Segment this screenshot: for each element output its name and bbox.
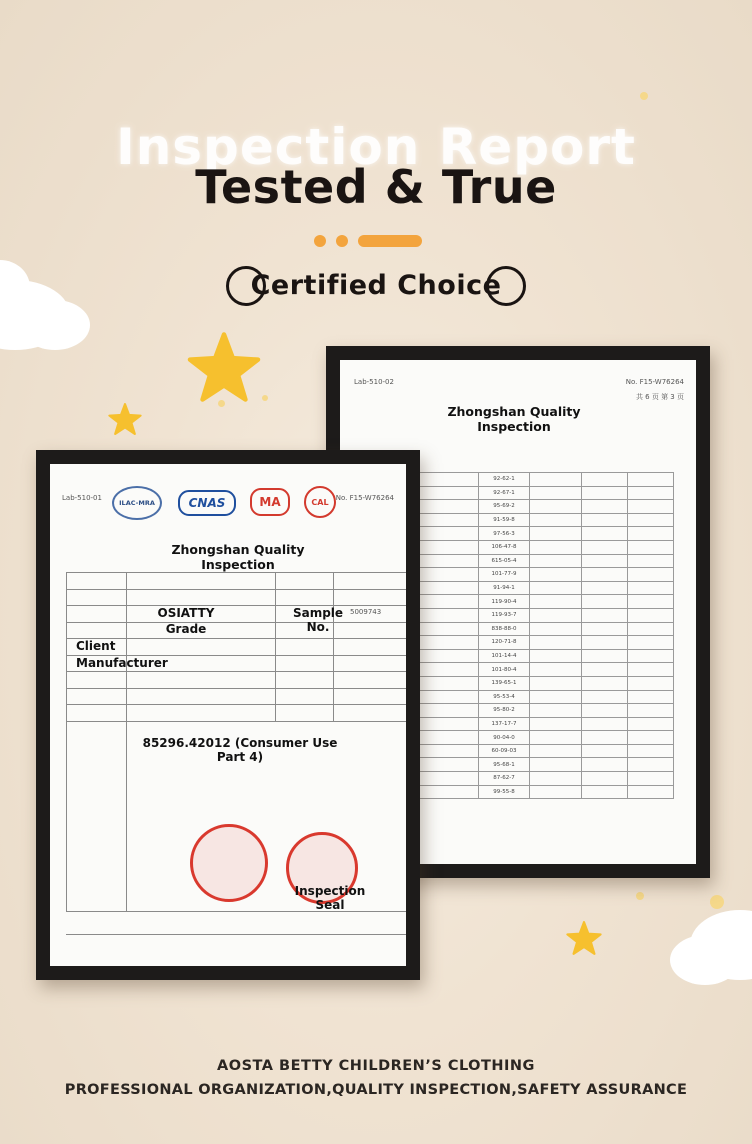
sparkle-dot (640, 92, 648, 100)
table-row (67, 705, 407, 722)
table-cell (628, 622, 674, 636)
front-report-frame (36, 450, 420, 980)
manufacturer-label: Manufacturer (76, 656, 168, 670)
table-cell (628, 473, 674, 487)
table-cell (530, 690, 582, 704)
table-cell (628, 704, 674, 718)
table-cell (276, 672, 334, 689)
table-cell (530, 772, 582, 786)
cloud-icon (20, 300, 90, 350)
table-cell (582, 785, 628, 799)
table-cell: 119-90-4 (478, 595, 530, 609)
brand-label: OSIATTY (157, 606, 215, 620)
sample-no-label: Sample No. (292, 606, 344, 634)
table-cell: 101-77-9 (478, 568, 530, 582)
table-cell (126, 672, 276, 689)
table-cell (628, 500, 674, 514)
table-cell (582, 513, 628, 527)
table-cell (126, 639, 276, 656)
table-cell (530, 758, 582, 772)
table-cell (628, 758, 674, 772)
logo-cal: CAL (304, 486, 336, 518)
table-cell (582, 663, 628, 677)
table-cell: 139-65-1 (478, 676, 530, 690)
table-cell (582, 676, 628, 690)
table-cell (628, 568, 674, 582)
table-cell (530, 473, 582, 487)
table-cell (582, 622, 628, 636)
table-cell (530, 500, 582, 514)
table-cell (582, 500, 628, 514)
table-cell (530, 513, 582, 527)
table-cell (530, 676, 582, 690)
front-report-title: Zhongshan Quality Inspection (171, 542, 305, 572)
table-cell (582, 486, 628, 500)
table-cell (530, 717, 582, 731)
cloud-icon (670, 935, 740, 985)
table-cell (628, 731, 674, 745)
table-cell (334, 672, 406, 689)
table-cell (334, 688, 406, 705)
table-cell (582, 554, 628, 568)
table-cell (67, 573, 127, 590)
back-report-title: Zhongshan Quality Inspection (447, 404, 581, 434)
table-cell (582, 772, 628, 786)
table-cell (67, 606, 127, 623)
table-cell: 101-80-4 (478, 663, 530, 677)
table-cell: 99-55-8 (478, 785, 530, 799)
table-cell: 91-59-8 (478, 513, 530, 527)
certified-badge (226, 266, 526, 306)
table-cell: 87-62-7 (478, 772, 530, 786)
table-row (67, 622, 407, 639)
table-cell (126, 589, 276, 606)
table-cell (582, 704, 628, 718)
table-cell: 137-17-7 (478, 717, 530, 731)
table-cell (530, 486, 582, 500)
table-cell: 91-94-1 (478, 581, 530, 595)
table-cell (582, 636, 628, 650)
table-cell: 97-56-3 (478, 527, 530, 541)
table-cell (628, 772, 674, 786)
table-row (67, 589, 407, 606)
star-icon (186, 330, 262, 404)
table-cell: 90-04-0 (478, 731, 530, 745)
client-label: Client (76, 639, 116, 653)
table-cell (628, 649, 674, 663)
table-cell (582, 595, 628, 609)
table-cell (334, 705, 406, 722)
table-cell (582, 717, 628, 731)
table-cell (67, 672, 127, 689)
table-cell: 95-53-4 (478, 690, 530, 704)
table-cell (582, 744, 628, 758)
table-cell (67, 705, 127, 722)
table-cell (530, 540, 582, 554)
table-cell (530, 704, 582, 718)
table-cell (276, 639, 334, 656)
ghost-title: Inspection Report (116, 118, 636, 176)
table-cell (582, 608, 628, 622)
table-cell (628, 636, 674, 650)
table-cell (276, 655, 334, 672)
table-cell (628, 744, 674, 758)
table-cell (126, 688, 276, 705)
logo-ilac: ILAC-MRA (112, 486, 162, 520)
table-cell (334, 639, 406, 656)
inspection-seal (190, 824, 268, 902)
star-icon (108, 402, 142, 436)
table-cell (530, 622, 582, 636)
front-report-no: No. F15-W76264 (335, 494, 394, 502)
table-cell (530, 527, 582, 541)
table-cell (530, 608, 582, 622)
certified-label: Certified Choice (250, 270, 502, 301)
front-lab-no: Lab-510-01 (62, 494, 102, 502)
table-cell (67, 721, 127, 911)
table-cell: 838-88-0 (478, 622, 530, 636)
table-cell (582, 758, 628, 772)
logo-cnas: CNAS (178, 490, 236, 516)
standard-label: 85296.42012 (Consumer Use Part 4) (142, 736, 338, 764)
sparkle-dot (710, 895, 724, 909)
table-cell (276, 688, 334, 705)
back-page-info: 共 6 页 第 3 页 (635, 393, 684, 401)
brand-footer: AOSTA BETTY CHILDREN’S CLOTHING (217, 1058, 535, 1074)
sparkle-dot (636, 892, 644, 900)
table-cell (582, 473, 628, 487)
table-cell (530, 595, 582, 609)
tagline-footer: PROFESSIONAL ORGANIZATION,QUALITY INSPECTION,SAFETY ASSURANCE (64, 1082, 688, 1098)
sample-no-value: 5009743 (350, 608, 382, 616)
table-cell (530, 581, 582, 595)
table-cell (628, 527, 674, 541)
table-row (67, 573, 407, 590)
page-title: Tested & True (195, 160, 557, 214)
table-cell (628, 513, 674, 527)
table-cell (582, 581, 628, 595)
signature-row (66, 934, 406, 935)
table-cell (628, 676, 674, 690)
grade-label: Grade (165, 622, 207, 636)
seal-label: Inspection Seal (294, 884, 366, 912)
table-cell (628, 581, 674, 595)
logo-ma: MA (250, 488, 290, 516)
table-row (67, 688, 407, 705)
accent-dots (314, 235, 424, 247)
table-cell: 119-93-7 (478, 608, 530, 622)
table-cell: 101-14-4 (478, 649, 530, 663)
table-cell (126, 705, 276, 722)
table-cell: 95-68-1 (478, 758, 530, 772)
table-cell (582, 568, 628, 582)
table-cell (582, 690, 628, 704)
table-cell (530, 554, 582, 568)
table-cell (628, 690, 674, 704)
front-report-paper (50, 464, 406, 966)
table-cell (582, 527, 628, 541)
table-cell (628, 663, 674, 677)
table-cell: 60-09-03 (478, 744, 530, 758)
table-cell (628, 595, 674, 609)
table-cell (334, 573, 406, 590)
table-cell (530, 744, 582, 758)
sparkle-dot (262, 395, 268, 401)
table-cell (276, 573, 334, 590)
table-cell (530, 636, 582, 650)
table-cell (334, 589, 406, 606)
table-cell (530, 568, 582, 582)
table-cell: 95-69-2 (478, 500, 530, 514)
table-cell (628, 540, 674, 554)
table-cell (530, 663, 582, 677)
table-cell (126, 573, 276, 590)
table-cell (628, 608, 674, 622)
table-cell (276, 589, 334, 606)
table-cell (628, 486, 674, 500)
table-cell (628, 554, 674, 568)
back-lab-no: Lab-510-02 (354, 378, 394, 386)
table-cell: 95-80-2 (478, 704, 530, 718)
star-icon (566, 920, 602, 956)
table-cell (582, 649, 628, 663)
table-cell (67, 688, 127, 705)
table-cell (67, 622, 127, 639)
table-cell (334, 655, 406, 672)
table-row (67, 639, 407, 656)
table-cell (67, 589, 127, 606)
table-cell (276, 705, 334, 722)
table-cell (628, 785, 674, 799)
table-cell: 615-05-4 (478, 554, 530, 568)
table-cell: 92-67-1 (478, 486, 530, 500)
table-row (67, 672, 407, 689)
table-cell (628, 717, 674, 731)
table-cell (582, 540, 628, 554)
table-cell (530, 785, 582, 799)
back-report-no: No. F15-W76264 (625, 378, 684, 386)
table-cell: 120-71-8 (478, 636, 530, 650)
table-cell (582, 731, 628, 745)
table-cell: 92-62-1 (478, 473, 530, 487)
table-cell (530, 731, 582, 745)
table-cell: 106-47-8 (478, 540, 530, 554)
table-cell (530, 649, 582, 663)
